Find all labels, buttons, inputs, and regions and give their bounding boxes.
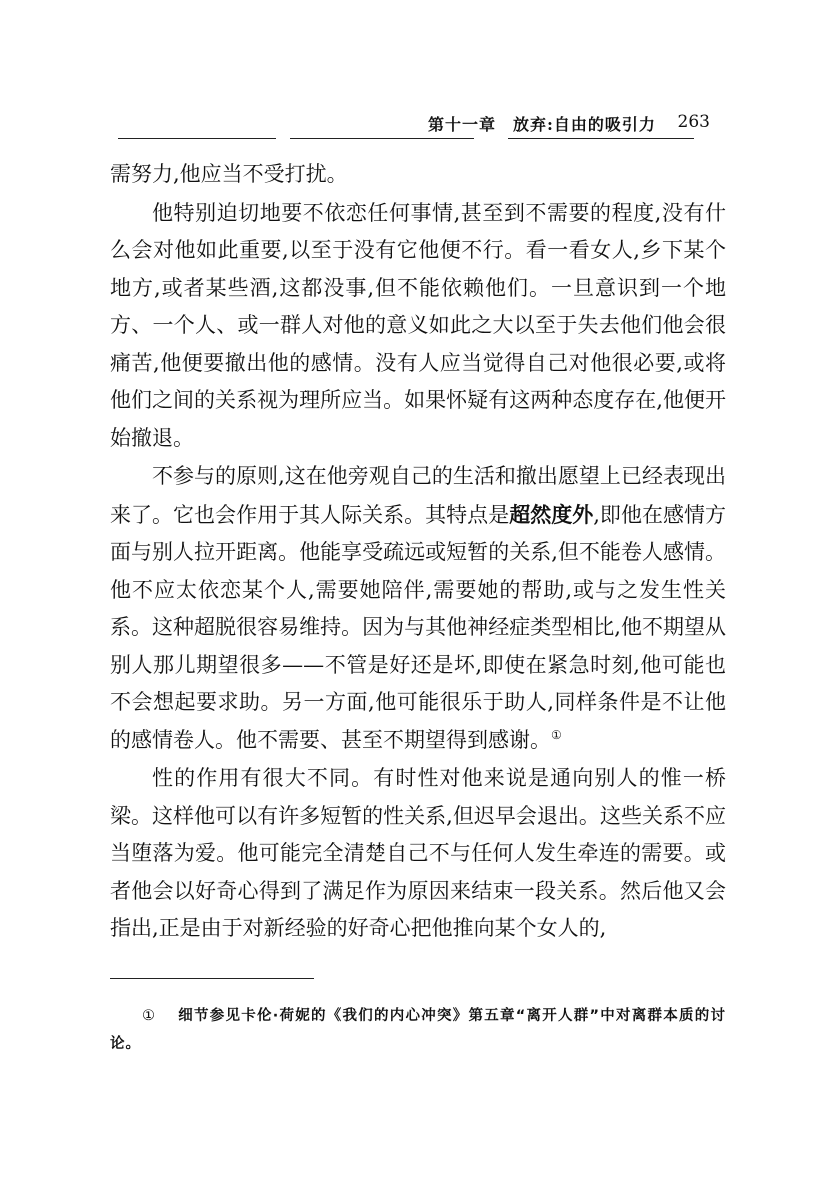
paragraph	[110, 458, 726, 759]
paragraph	[110, 195, 726, 458]
header-rule-middle	[290, 138, 474, 139]
header-rule-right	[508, 138, 694, 139]
paragraph	[110, 156, 726, 194]
body-text	[110, 156, 726, 948]
footnote-marker: ①	[142, 1008, 156, 1024]
paragraph-text: 需努力,他应当不受打扰。	[110, 162, 348, 186]
footnote-reference: ①	[551, 727, 562, 742]
paragraph-text: 不参与的原则,这在他旁观自己的生活和撤出愿望上已经表现出来了。它也会作用于其人际关系。其特点是	[110, 464, 726, 527]
emphasized-term: 超然度外	[509, 501, 594, 527]
footnote-separator	[110, 978, 314, 979]
paragraph	[110, 760, 726, 948]
footnote	[110, 1002, 726, 1058]
paragraph-text: 他特别迫切地要不依恋任何事情,甚至到不需要的程度,没有什么会对他如此重要,以至于没有它他便不行。看一看女人,乡下某个地方,或者某些酒,这都没事,但不能依赖他们。一旦意识到一个地方、一个人、或一群人对他的意义如此之大以至于失去他们他会很痛苦,他便要撤出他的感情。没有人应当觉得自己对他很必要,或将他们之间的关系视为理所应当。如果怀疑有这两种态度存在,他便开始撤退。	[110, 200, 726, 450]
running-header	[110, 112, 724, 136]
page-number: 263	[677, 112, 710, 132]
paragraph-text: 性的作用有很大不同。有时性对他来说是通向别人的惟一桥梁。这样他可以有许多短暂的性关系,但迟早会退出。这些关系不应当堕落为爱。他可能完全清楚自己不与任何人发生牵连的需要。或者他会以好奇心得到了满足作为原因来结束一段关系。然后他又会指出,正是由于对新经验的好奇心把他推向某个女人的,	[110, 766, 726, 940]
footnote-text: 细节参见卡伦·荷妮的《我们的内心冲突》第五章“离开人群”中对离群本质的讨论。	[110, 1008, 726, 1052]
chapter-title: 第十一章 放弃:自由的吸引力	[428, 115, 656, 134]
header-rule-left	[118, 138, 276, 139]
paragraph-text: ,即他在感情方面与别人拉开距离。他能享受疏远或短暂的关系,但不能卷人感情。他不应太依恋某个人,需要她陪伴,需要她的帮助,或与之发生性关系。这种超脱很容易维持。因为与其他神经症类型相比,他不期望从别人那儿期望很多——不管是好还是坏,即使在紧急时刻,他可能也不会想起要求助。另一方面,他可能很乐于助人,同样条件是不让他的感情卷人。他不需要、甚至不期望得到感谢。	[110, 502, 726, 752]
